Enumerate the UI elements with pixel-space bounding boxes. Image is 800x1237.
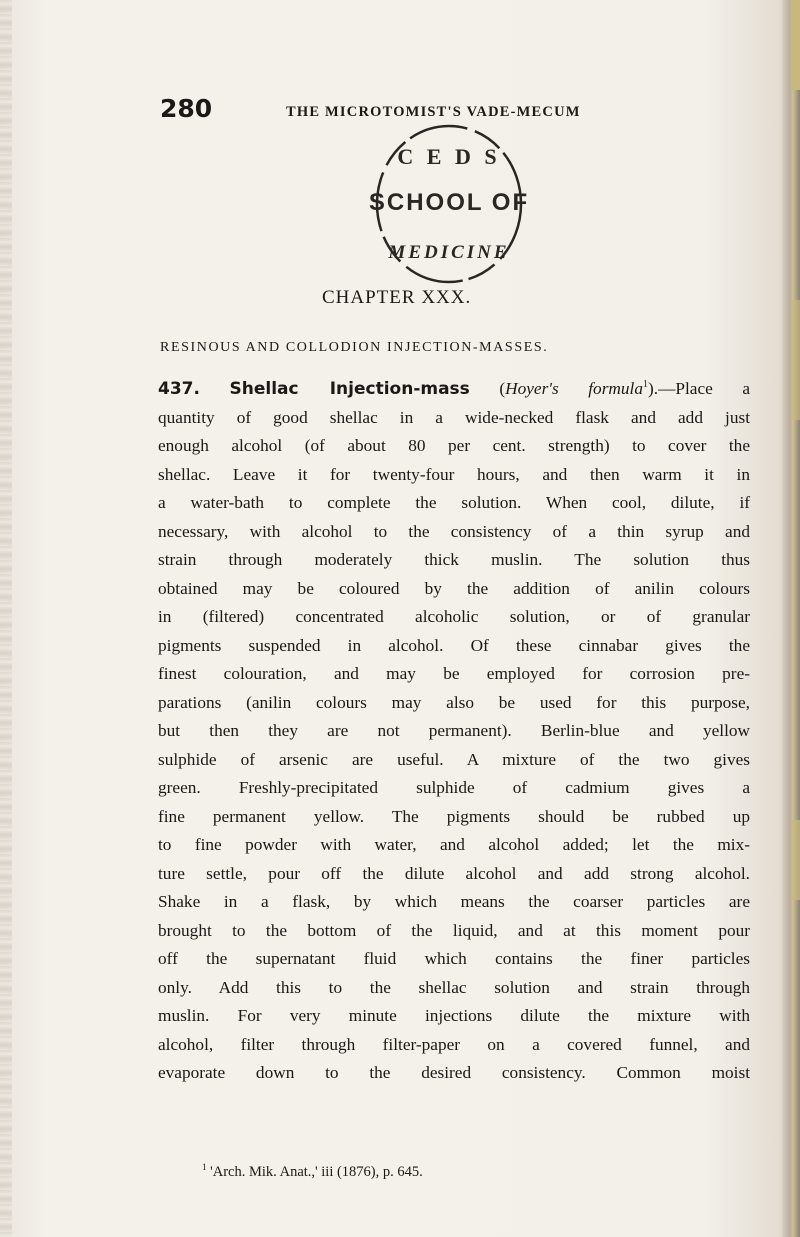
running-title: THE MICROTOMIST'S VADE-MECUM: [286, 104, 581, 120]
paragraph-number: 437.: [158, 379, 200, 399]
stamp-bottom-text: MEDICINE: [388, 242, 510, 263]
footnote-marker: 1: [202, 1162, 207, 1173]
body-line: green. Freshly-precipitated sulphide of cadmium gives a: [158, 778, 750, 797]
body-line: to fine powder with water, and alcohol added; let the mix-: [158, 835, 750, 854]
body-line: brought to the bottom of the liquid, and at this moment pour: [158, 920, 750, 940]
body-line: off the supernatant fluid which contains the finer particles: [158, 949, 750, 968]
body-line: in (filtered) concentrated alcoholic solution, or of granular: [158, 607, 750, 626]
formula-label: Hoyer's formula: [505, 379, 643, 398]
footnote-text: 'Arch. Mik. Anat.,' iii (1876), p. 645.: [210, 1164, 423, 1180]
body-line: ture settle, pour off the dilute alcohol and add strong alcohol.: [158, 863, 750, 883]
body-line: quantity of good shellac in a wide-necked flask and add just: [158, 407, 750, 427]
stamp-middle-text: SCHOOL OF: [368, 189, 530, 216]
body-line: but then they are not permanent). Berlin-blue and yellow: [158, 721, 750, 740]
chapter-heading: CHAPTER XXX.: [322, 287, 472, 308]
body-line: obtained may be coloured by the addition of anilin colours: [158, 578, 750, 598]
page-fore-edge: [782, 0, 800, 1237]
body-line: shellac. Leave it for twenty-four hours, and then warm it in: [158, 464, 750, 484]
body-line: sulphide of arsenic are useful. A mixture of the two gives: [158, 749, 750, 769]
paragraph-first-line: [158, 375, 750, 404]
footnote-reference: 1: [643, 379, 648, 391]
body-line: parations (anilin colours may also be used for this purpose,: [158, 692, 750, 712]
section-title: RESINOUS AND COLLODION INJECTION-MASSES.: [160, 340, 549, 355]
body-line: finest colouration, and may be employed for corrosion pre-: [158, 664, 750, 683]
body-line: only. Add this to the shellac solution and strain through: [158, 977, 750, 997]
body-line: fine permanent yellow. The pigments should be rubbed up: [158, 806, 750, 826]
body-line: necessary, with alcohol to the consistency of a thin syrup and: [158, 521, 750, 541]
body-line: muslin. For very minute injections dilute the mixture with: [158, 1006, 750, 1025]
page-number: 280: [160, 94, 213, 123]
library-stamp: [364, 112, 534, 302]
body-line: alcohol, filter through filter-paper on a covered funnel, and: [158, 1034, 750, 1054]
formula-open: (: [499, 379, 506, 398]
body-line: evaporate down to the desired consistency. Common moist: [158, 1063, 750, 1082]
body-line: strain through moderately thick muslin. The solution thus: [158, 550, 750, 569]
paragraph-437: [158, 375, 750, 1088]
paragraph-heading: Shellac Injection-mass: [229, 379, 470, 399]
page-gutter-edge: [0, 0, 12, 1237]
body-line: pigments suspended in alcohol. Of these cinnabar gives the: [158, 635, 750, 655]
footnote: [202, 1164, 423, 1181]
body-line: Shake in a flask, by which means the coarser particles are: [158, 892, 750, 911]
stamp-top-text: C E D S: [397, 144, 501, 169]
body-line: enough alcohol (of about 80 per cent. strength) to cover the: [158, 436, 750, 455]
formula-close: ).—Place a: [648, 379, 750, 398]
body-line: a water-bath to complete the solution. When cool, dilute, if: [158, 493, 750, 512]
